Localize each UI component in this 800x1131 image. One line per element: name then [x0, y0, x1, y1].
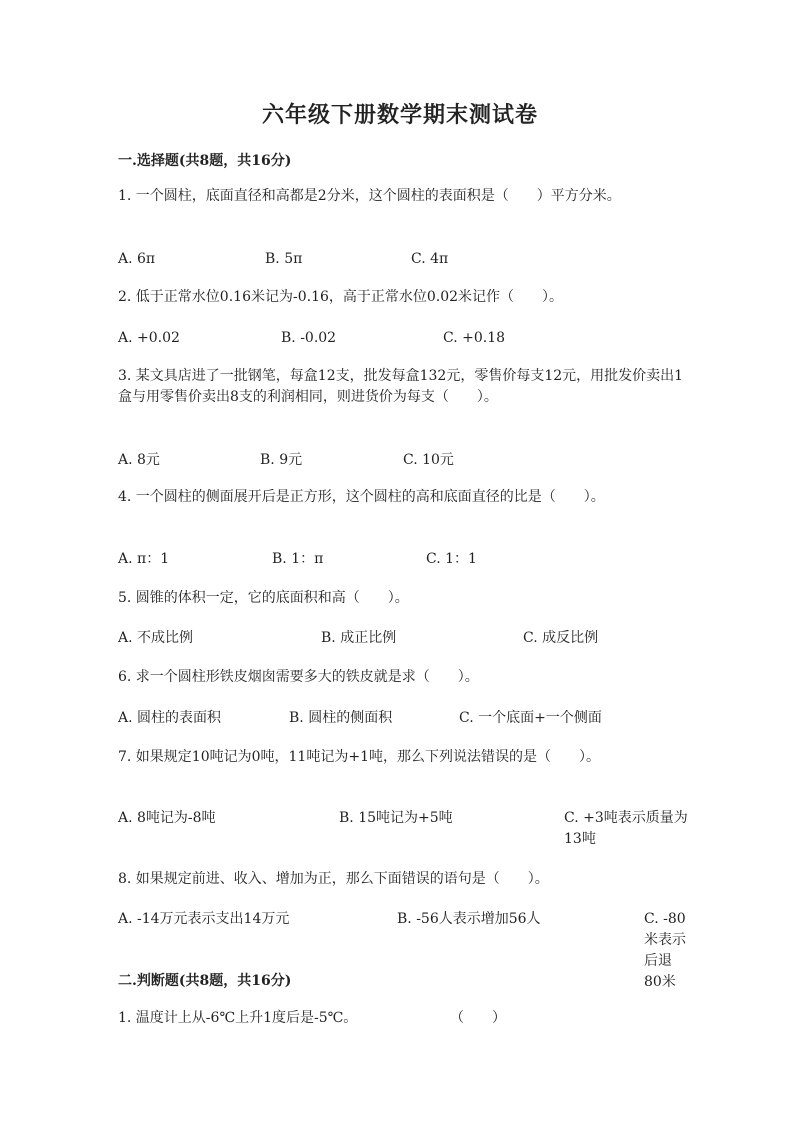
- q8-option-a: A. -14万元表示支出14万元: [118, 911, 290, 927]
- q6-option-c: C. 一个底面+一个侧面: [459, 710, 602, 726]
- q6-option-b: B. 圆柱的侧面积: [289, 710, 393, 726]
- question-2: 2. 低于正常水位0.16米记为-0.16，高于正常水位0.02米记作（ ）。: [118, 289, 564, 305]
- question-3: 3. 某文具店进了一批钢笔，每盒12支，批发每盒132元，零售价每支12元，用批发价卖出1盒与用零售价卖出8支的利润相同，则进货价为每支（ ）。: [118, 368, 684, 405]
- judgment-1: 1. 温度计上从-6℃上升1度后是-5℃。: [118, 1010, 358, 1026]
- q4-option-b: B. 1：π: [272, 551, 324, 567]
- q1-option-a: A. 6π: [118, 251, 156, 267]
- q8-option-c: C. -80米表示后退80米: [644, 911, 686, 990]
- q3-option-b: B. 9元: [260, 452, 303, 468]
- q2-option-a: A. +0.02: [118, 330, 180, 346]
- question-1: 1. 一个圆柱，底面直径和高都是2分米，这个圆柱的表面积是（ ）平方分米。: [118, 188, 621, 204]
- question-7: 7. 如果规定10吨记为0吨，11吨记为+1吨，那么下列说法错误的是（ ）。: [118, 749, 600, 765]
- q4-option-a: A. π：1: [118, 551, 170, 567]
- q1-option-b: B. 5π: [265, 251, 303, 267]
- question-5: 5. 圆锥的体积一定，它的底面积和高（ ）。: [118, 590, 409, 606]
- q2-option-c: C. +0.18: [443, 330, 506, 346]
- q3-option-a: A. 8元: [118, 452, 160, 468]
- q8-option-b: B. -56人表示增加56人: [397, 911, 541, 927]
- q7-option-a: A. 8吨记为-8吨: [118, 810, 216, 826]
- q5-option-b: B. 成正比例: [321, 630, 397, 646]
- judgment-1-bracket: （ ）: [450, 1010, 506, 1026]
- q7-option-c: C. +3吨表示质量为13吨: [564, 810, 688, 847]
- question-8: 8. 如果规定前进、收入、增加为正，那么下面错误的语句是（ ）。: [118, 871, 549, 887]
- question-6: 6. 求一个圆柱形铁皮烟囱需要多大的铁皮就是求（ ）。: [118, 669, 479, 685]
- q5-option-c: C. 成反比例: [523, 630, 599, 646]
- q7-option-b: B. 15吨记为+5吨: [339, 810, 453, 826]
- question-4: 4. 一个圆柱的侧面展开后是正方形，这个圆柱的高和底面直径的比是（ ）。: [118, 489, 605, 505]
- q4-option-c: C. 1：1: [426, 551, 477, 567]
- q5-option-a: A. 不成比例: [118, 630, 194, 646]
- q1-option-c: C. 4π: [411, 251, 449, 267]
- page-title: 六年级下册数学期末测试卷: [261, 102, 538, 128]
- q3-option-c: C. 10元: [403, 452, 454, 468]
- q6-option-a: A. 圆柱的表面积: [118, 710, 222, 726]
- section-heading-choice: 一.选择题(共8题，共16分): [118, 153, 292, 169]
- q2-option-b: B. -0.02: [281, 330, 337, 346]
- section-heading-judgment: 二.判断题(共8题，共16分): [118, 973, 292, 989]
